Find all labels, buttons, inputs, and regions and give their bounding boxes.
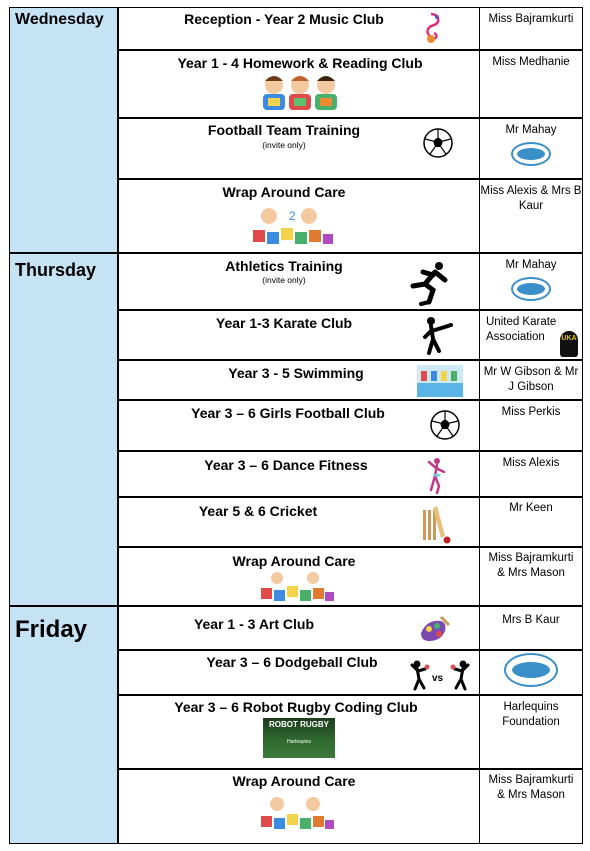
day-label: Wednesday [15,11,104,28]
activity-cell [118,360,480,400]
music-note-icon [417,11,447,45]
school-logo [511,142,551,166]
club-row [118,650,583,695]
activity-title: Year 1 - 3 Art Club [193,616,315,632]
activity-cell [118,7,480,50]
harlequins-text: Harlequins [287,739,311,745]
activity-cell [118,606,480,650]
lead-cell: Harlequins Foundation [480,695,583,769]
uka-logo: UKA [560,331,578,357]
club-row [118,769,583,844]
activity-title: Football Team Training [207,122,361,138]
karate-icon [419,315,459,355]
lead-cell: Miss Perkis [480,400,583,451]
activity-title: Year 3 – 6 Robot Rugby Coding Club [174,699,418,715]
lead-cell [480,253,583,310]
lead-cell: Mrs B Kaur [480,606,583,650]
lead-cell: Miss Alexis & Mrs B Kaur [480,179,583,253]
lead-cell: Miss Alexis [480,451,583,497]
activity-title: Year 1 - 4 Homework & Reading Club [177,55,423,71]
children-reading-icon [259,73,341,115]
day-label: Friday [15,616,88,643]
activity-title: Year 3 – 6 Dodgeball Club [206,654,378,670]
activity-cell [118,400,480,451]
art-icon [417,615,451,645]
activity-title: Wrap Around Care [232,773,356,789]
activity-cell [118,179,480,253]
activity-cell [118,118,480,179]
club-row [118,50,583,118]
activity-cell [118,451,480,497]
club-row [118,179,583,253]
robot-rugby-text: ROBOT RUGBY [269,720,329,729]
activity-title: Year 3 - 5 Swimming [228,365,364,381]
club-row [118,497,583,547]
toys-icon [249,202,335,250]
activity-cell [118,650,480,695]
school-logo [504,653,558,687]
day-thursday [9,253,118,606]
club-row [118,451,583,497]
lead-cell: Miss Bajramkurti & Mrs Mason [480,547,583,606]
activity-cell [118,547,480,606]
swimming-pool-icon [417,365,463,397]
football-icon [429,409,461,441]
activity-title: Wrap Around Care [222,184,346,200]
activity-title: Wrap Around Care [232,553,356,569]
toys-icon [259,570,335,606]
activity-cell [118,497,480,547]
robot-rugby-logo [263,718,335,758]
activity-title: Year 3 – 6 Girls Football Club [191,405,385,421]
lead-cell: Miss Medhanie [480,50,583,118]
activity-note: (invite only) [262,140,306,150]
lead-cell: Miss Bajramkurti [480,7,583,50]
day-wednesday [9,7,118,253]
toys-icon [259,794,335,834]
club-row [118,547,583,606]
activity-title: Year 3 – 6 Dance Fitness [204,457,368,473]
runner-icon [405,260,451,306]
lead-cell: Mr W Gibson & Mr J Gibson [480,360,583,400]
day-label: Thursday [15,260,97,280]
lead-name: United Karate Association [486,316,557,343]
activity-cell [118,50,480,118]
club-row [118,7,583,50]
svg-text:2: 2 [289,209,296,223]
cricket-icon [419,502,453,544]
svg-text:vs: vs [432,673,444,684]
lead-cell [480,650,583,695]
club-row [118,253,583,310]
school-logo [511,277,551,301]
lead-cell: Mr Keen [480,497,583,547]
activity-title: Year 1-3 Karate Club [215,315,353,331]
club-row [118,360,583,400]
activity-title: Reception - Year 2 Music Club [184,11,384,27]
activity-cell [118,769,480,844]
lead-name: Mr Mahay [505,124,557,136]
activity-cell [118,253,480,310]
lead-cell: Miss Bajramkurti & Mrs Mason [480,769,583,844]
activity-note: (invite only) [262,275,306,285]
club-row [118,695,583,769]
lead-cell [480,310,583,360]
day-friday [9,606,118,844]
club-row [118,606,583,650]
activity-title: Athletics Training [225,258,343,274]
lead-cell [480,118,583,179]
activity-cell [118,310,480,360]
dodgeball-icon [409,657,471,691]
club-row [118,400,583,451]
club-row [118,310,583,360]
dancer-icon [425,456,447,494]
activity-cell [118,695,480,769]
football-icon [422,127,454,159]
lead-name: Mr Mahay [505,259,557,271]
club-row [118,118,583,179]
activity-title: Year 5 & 6 Cricket [198,503,318,519]
